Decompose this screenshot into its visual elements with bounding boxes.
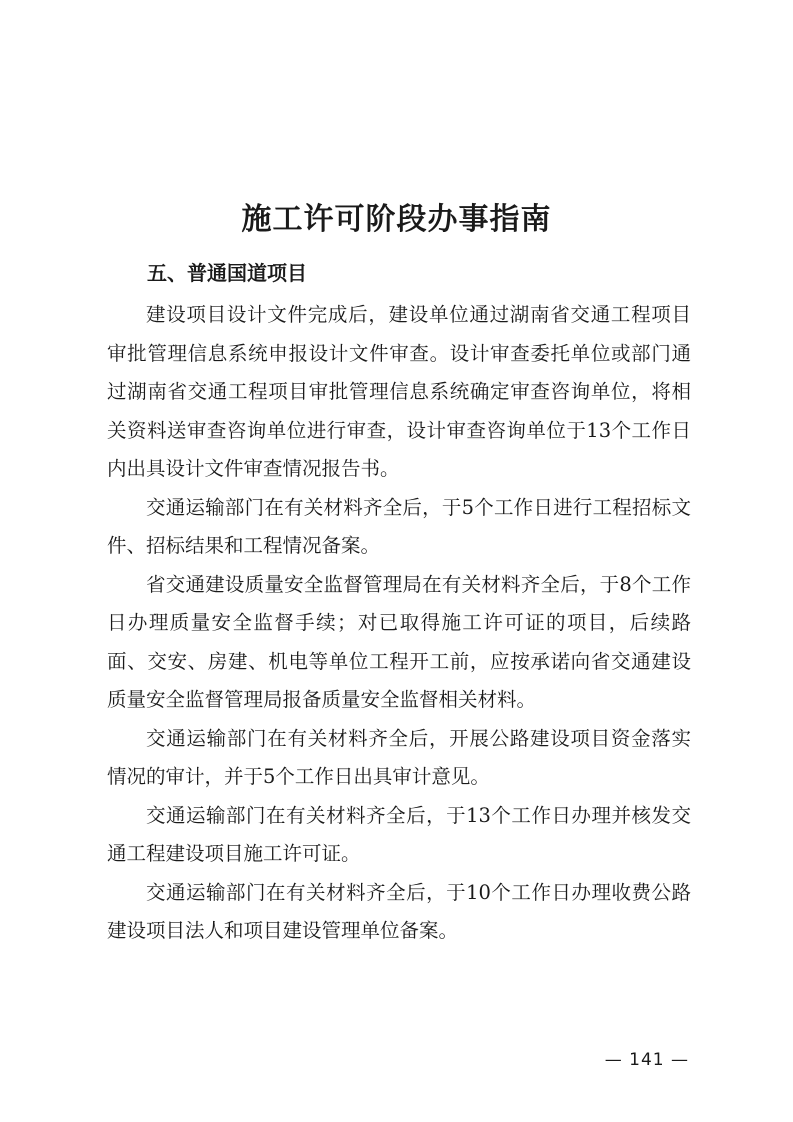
paragraph: 交通运输部门在有关材料齐全后，于13个工作日办理并核发交通工程建设项目施工许可证。 — [107, 803, 691, 865]
paragraph: 交通运输部门在有关材料齐全后，于10个工作日办理收费公路建设项目法人和项目建设管理单位备案。 — [107, 880, 691, 942]
paragraph: 交通运输部门在有关材料齐全后，于5个工作日进行工程招标文件、招标结果和工程情况备案。 — [107, 495, 691, 557]
section-heading: 五、普通国道项目 — [147, 261, 307, 285]
paragraph: 建设项目设计文件完成后，建设单位通过湖南省交通工程项目审批管理信息系统申报设计文件审查。设计审查委托单位或部门通过湖南省交通工程项目审批管理信息系统确定审查咨询单位，将相关资料送审查咨询单位进行审查，设计审查咨询单位于13个工作日内出具设计文件审查情况报告书。 — [107, 303, 691, 480]
paragraph: 省交通建设质量安全监督管理局在有关材料齐全后，于8个工作日办理质量安全监督手续；对已取得施工许可证的项目，后续路面、交安、房建、机电等单位工程开工前，应按承诺向省交通建设质量安全监督管理局报备质量安全监督相关材料。 — [107, 572, 691, 711]
paragraph: 交通运输部门在有关材料齐全后，开展公路建设项目资金落实情况的审计，并于5个工作日出具审计意见。 — [107, 726, 691, 788]
page-number: — 141 — — [604, 1050, 689, 1070]
document-title: 施工许可阶段办事指南 — [241, 202, 552, 238]
document-body — [107, 296, 691, 951]
